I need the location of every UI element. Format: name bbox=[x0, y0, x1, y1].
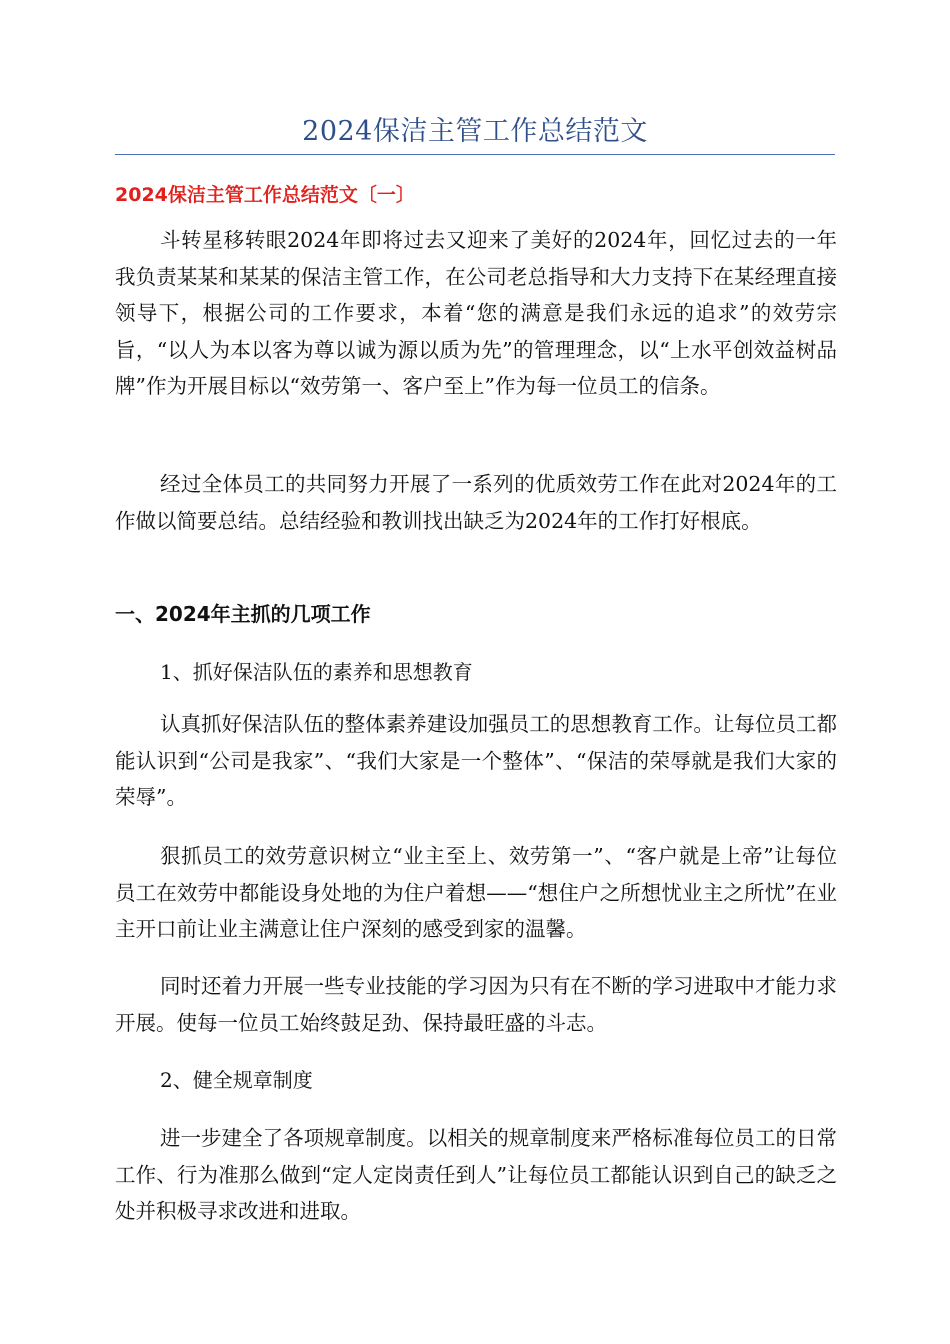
document-title: 2024保洁主管工作总结范文 bbox=[302, 116, 648, 147]
title-underline bbox=[115, 154, 835, 155]
paragraph-sub1-3: 同时还着力开展一些专业技能的学习因为只有在不断的学习进取中才能力求开展。使每一位员工始终鼓足劲、保持最旺盛的斗志。 bbox=[115, 974, 837, 1035]
paragraph-intro-1: 斗转星移转眼2024年即将过去又迎来了美好的2024年，回忆过去的一年我负责某某和某某的保洁主管工作，在公司老总指导和大力支持下在某经理直接领导下，根据公司的工作要求，本着“您的满意是我们永远的追求”的效劳宗旨，“以人为本以客为尊以诚为源以质为先”的管理理念，以“上水平创效益树品牌”作为开展目标以“效劳第一、客户至上”作为每一位员工的信条。 bbox=[115, 228, 837, 398]
subheading-1: 1、抓好保洁队伍的素养和思想教育 bbox=[160, 660, 473, 684]
paragraph-sub2-1: 进一步建全了各项规章制度。以相关的规章制度来严格标准每位员工的日常工作、行为准那么做到“定人定岗责任到人”让每位员工都能认识到自己的缺乏之处并积极寻求改进和进取。 bbox=[115, 1126, 837, 1223]
paragraph-sub1-2: 狠抓员工的效劳意识树立“业主至上、效劳第一”、“客户就是上帝”让每位员工在效劳中都能设身处地的为住户着想——“想住户之所想忧业主之所忧”在业主开口前让业主满意让住户深刻的感受到家的温馨。 bbox=[115, 844, 837, 941]
subheading-2: 2、健全规章制度 bbox=[160, 1068, 313, 1092]
paragraph-sub1-1: 认真抓好保洁队伍的整体素养建设加强员工的思想教育工作。让每位员工都能认识到“公司是我家”、“我们大家是一个整体”、“保洁的荣辱就是我们大家的荣辱”。 bbox=[115, 712, 837, 809]
heading-main-work: 一、2024年主抓的几项工作 bbox=[115, 602, 371, 626]
paragraph-intro-2: 经过全体员工的共同努力开展了一系列的优质效劳工作在此对2024年的工作做以简要总结。总结经验和教训找出缺乏为2024年的工作打好根底。 bbox=[115, 472, 837, 533]
section-heading: 2024保洁主管工作总结范文〔一〕 bbox=[115, 184, 415, 206]
